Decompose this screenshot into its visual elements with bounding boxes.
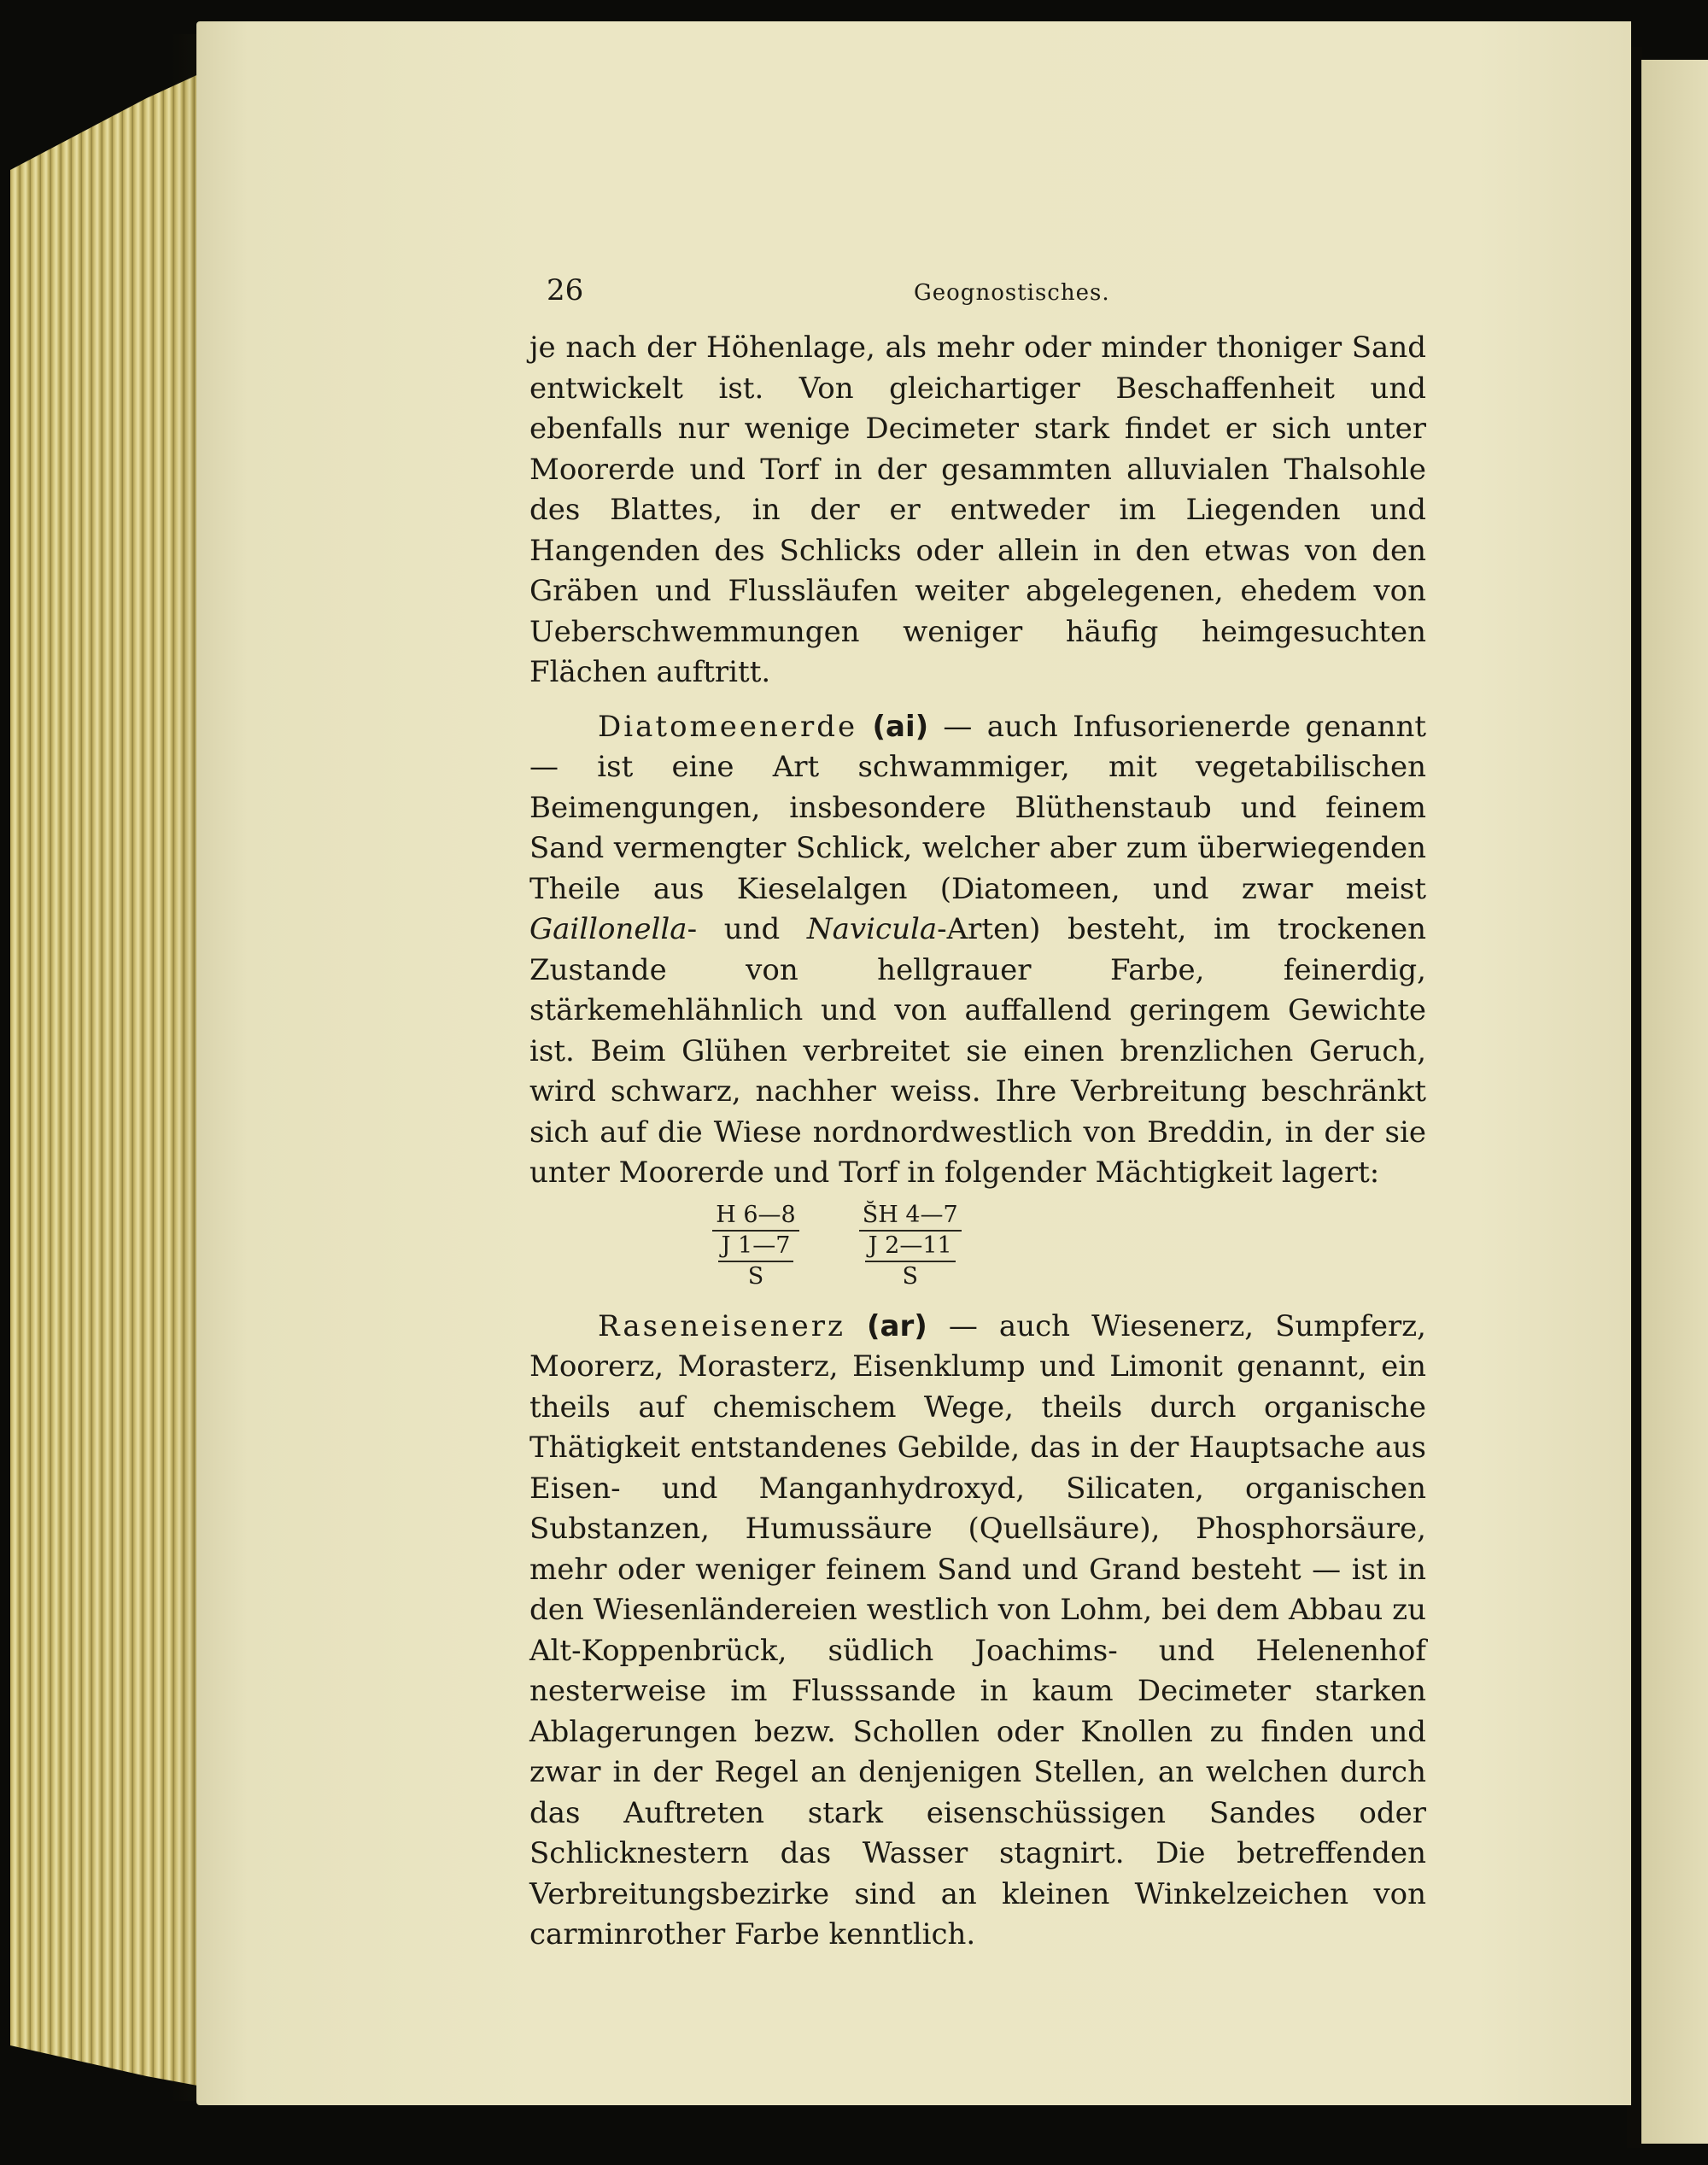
diatomeenerde-text-a: — auch Infusorienerde genannt — ist eine Art schwammiger, mit vegetabilischen Beimengungen, insbesondere Blüthenstaub und feinem Sand vermengter Schlick, welcher aber zum überwiegenden Theile aus Kieselalgen (Diatomeen, und zwar meist [529,709,1427,906]
profile-1 [712,1201,799,1291]
thickness-profiles [640,1201,1033,1291]
profile-1-bottom: S [747,1262,764,1290]
profile-2-middle: J 2—11 [865,1232,956,1262]
term-diatomeenerde: Diatomeenerde [598,709,858,744]
running-head [529,273,1426,316]
map-symbol-ar: (ar) [866,1308,927,1343]
raseneisenerz-text: — auch Wiesenerz, Sumpferz, Moorerz, Morasterz, Eisenklump und Limonit genannt, ein theils auf chemischem Wege, theils durch organische Thätigkeit entstandenes Gebilde, das in der Hauptsache aus Eisen- und Manganhydroxyd, Silicaten, organischen Substanzen, Humussäure (Quellsäure), Phosphorsäure, mehr oder weniger feinem Sand und Grand besteht — ist in den Wiesenländereien westlich von Lohm, bei dem Abbau zu Alt-Koppenbrück, südlich Joachims- und Helenenhof nesterweise im Flusssande in kaum Decimeter starken Ablagerungen bezw. Schollen oder Knollen zu finden und zwar in der Regel an denjenigen Stellen, an welchen durch das Auftreten stark eisenschüssigen Sandes oder Schlicknestern das Wasser stagnirt. Die betreffenden Verbreitungsbezirke sind an kleinen Winkelzeichen von carminrother Farbe kenntlich. [529,1308,1426,1951]
next-page-edge [1641,60,1708,2144]
map-symbol-ai: (ai) [872,709,929,744]
diatomeenerde-text-b: - und [687,912,807,946]
paragraph-raseneisenerz [529,1307,1426,1956]
profile-1-middle: J 1—7 [718,1232,794,1262]
profile-2-bottom: S [902,1262,918,1290]
page-number: 26 [547,273,584,307]
page-text [529,273,1426,1956]
profile-2-top: S̆H 4—7 [859,1201,962,1232]
genus-gaillonella: Gaillonella [529,912,687,946]
diatomeenerde-text-c: -Arten) besteht, im trockenen Zustande von hellgrauer Farbe, feinerdig, stärkemehlähnlich und von auffallend geringem Gewichte ist. Beim Glühen verbreitet sie einen brenzlichen Geruch, wird schwarz, nachher weiss. Ihre Verbreitung beschränkt sich auf die Wiese nordnordwestlich von Breddin, in der sie unter Moorerde und Torf in folgender Mächtigkeit lagert: [529,912,1426,1190]
profile-1-top: H 6—8 [712,1201,799,1232]
paragraph-sand: je nach der Höhenlage, als mehr oder minder thoniger Sand entwickelt ist. Von gleichartiger Beschaffenheit und ebenfalls nur wenige Decimeter stark findet er sich unter Moorerde und Torf in der gesammten alluvialen Thalsohle des Blattes, in der er entweder im Liegenden und Hangenden des Schlicks oder allein in den etwas von den Gräben und Flussläufen weiter abgelegenen, ehedem von Ueberschwemmungen weniger häufig heimgesuchten Flächen auftritt. [529,331,1426,689]
profile-2 [859,1201,962,1291]
genus-navicula: Navicula [806,912,938,946]
paragraph-diatomeenerde [529,707,1426,1194]
running-title: Geognostisches. [914,280,1110,306]
term-raseneisenerz: Raseneisenerz [598,1308,845,1343]
